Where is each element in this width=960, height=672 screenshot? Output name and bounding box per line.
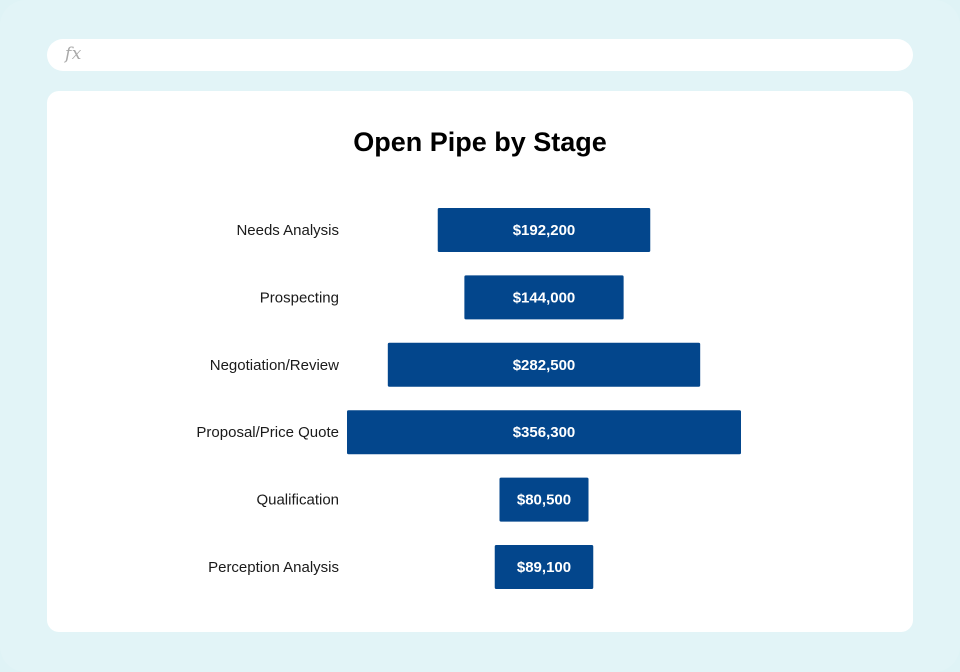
data-label: $89,100 — [516, 559, 572, 576]
chart-card — [47, 91, 913, 632]
chart-title: Open Pipe by Stage — [353, 127, 607, 157]
category-label: Prospecting — [259, 289, 339, 307]
bars-layer — [196, 208, 741, 589]
formula-input[interactable] — [93, 43, 897, 69]
category-label: Negotiation/Review — [209, 356, 339, 374]
data-label: $192,200 — [512, 222, 576, 239]
data-label: $144,000 — [512, 289, 576, 307]
funnel-chart — [47, 91, 913, 632]
category-label: Qualification — [256, 491, 339, 509]
category-label: Perception Analysis — [208, 559, 339, 576]
data-label: $356,300 — [512, 424, 576, 442]
category-label: Proposal/Price Quote — [196, 424, 339, 442]
fx-icon: fx — [65, 44, 82, 64]
data-label: $282,500 — [512, 356, 576, 374]
category-label: Needs Analysis — [236, 222, 339, 239]
formula-bar[interactable] — [47, 39, 913, 71]
data-label: $80,500 — [516, 491, 572, 509]
